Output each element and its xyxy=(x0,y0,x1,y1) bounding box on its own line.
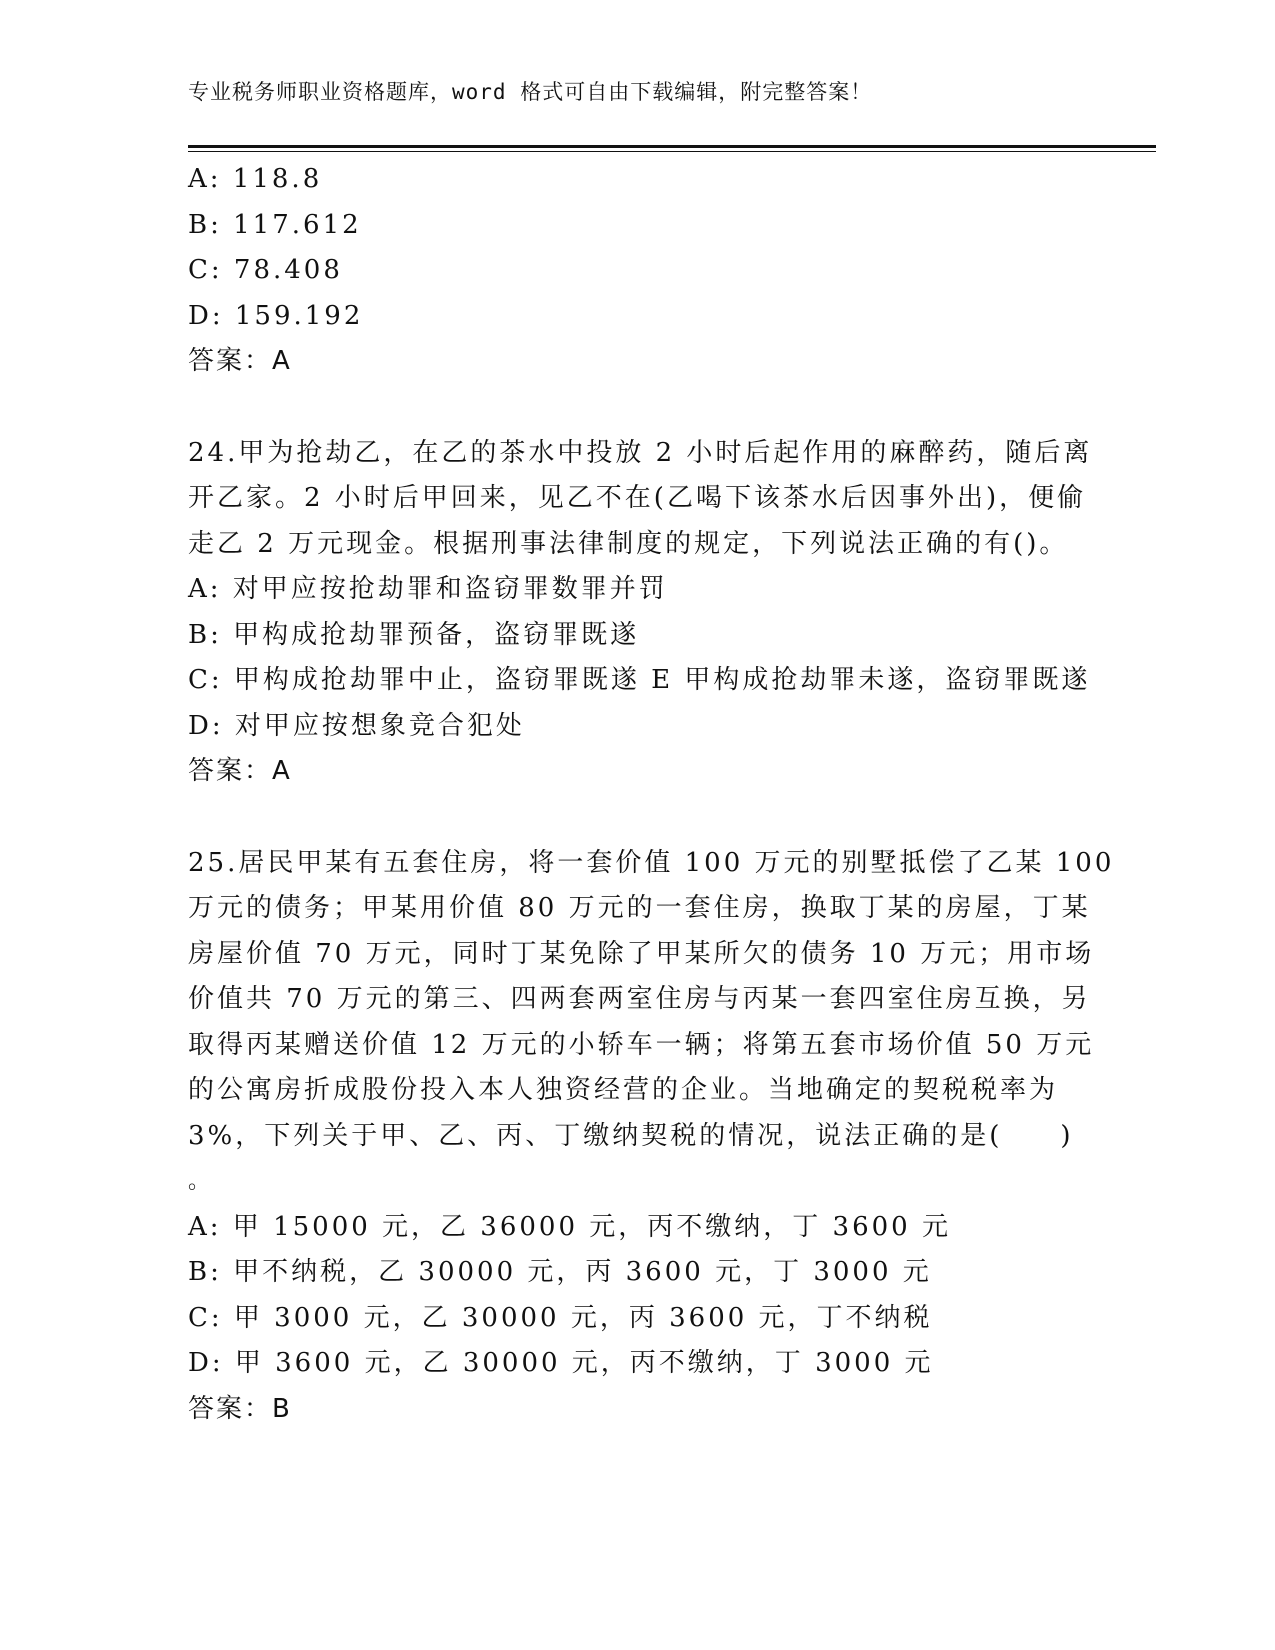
option-c: C: 78.408 xyxy=(188,255,343,285)
answer: 答案：A xyxy=(188,346,292,376)
question-24 xyxy=(188,431,1093,795)
option-c: C: 甲 3000 元，乙 30000 元，丙 3600 元，丁不纳税 xyxy=(188,1302,933,1333)
header-rule-thick xyxy=(188,145,1156,148)
question-stem-line: 。 xyxy=(188,1169,214,1194)
question-stem-line: 取得丙某赠送价值 12 万元的小轿车一辆；将第五套市场价值 50 万元 xyxy=(188,1029,1095,1060)
option-a: A: 甲 15000 元，乙 36000 元，丙不缴纳，丁 3600 元 xyxy=(188,1211,951,1242)
option-c: C: 甲构成抢劫罪中止，盗窃罪既遂 E 甲构成抢劫罪未遂，盗窃罪既遂 xyxy=(188,665,1091,695)
spacer xyxy=(188,795,1088,841)
option-b: B: 甲不纳税，乙 30000 元，丙 3600 元，丁 3000 元 xyxy=(188,1257,932,1287)
page-header: 专业税务师职业资格题库，word 格式可自由下载编辑，附完整答案！ xyxy=(188,80,873,104)
option-a: A: 118.8 xyxy=(188,164,323,194)
question-stem-line: 走乙 2 万元现金。根据刑事法律制度的规定，下列说法正确的有()。 xyxy=(188,528,1069,559)
question-stem-line: 价值共 70 万元的第三、四两套两室住房与丙某一套四室住房互换，另 xyxy=(188,984,1091,1014)
option-d: D: 159.192 xyxy=(188,300,364,331)
option-d: D: 甲 3600 元，乙 30000 元，丙不缴纳，丁 3000 元 xyxy=(188,1348,934,1378)
answer: 答案：A xyxy=(188,756,292,786)
question-stem-line: 万元的债务；甲某用价值 80 万元的一套住房，换取丁某的房屋，丁某 xyxy=(188,893,1091,923)
question-stem-line: 3%，下列关于甲、乙、丙、丁缴纳契税的情况，说法正确的是( ) xyxy=(188,1120,1074,1151)
answer: 答案：B xyxy=(188,1393,292,1424)
question-stem-line: 房屋价值 70 万元，同时丁某免除了甲某所欠的债务 10 万元；用市场 xyxy=(188,938,1095,969)
option-b: B: 甲构成抢劫罪预备，盗窃罪既遂 xyxy=(188,619,640,650)
spacer xyxy=(188,385,1088,431)
question-23 xyxy=(188,157,1088,385)
option-b: B: 117.612 xyxy=(188,209,362,240)
question-stem-line: 的公寓房折成股份投入本人独资经营的企业。当地确定的契税税率为 xyxy=(188,1075,1059,1105)
question-25 xyxy=(188,841,1115,1433)
question-stem-line: 24.甲为抢劫乙，在乙的茶水中投放 2 小时后起作用的麻醉药，随后离 xyxy=(188,437,1093,468)
question-stem-line: 开乙家。2 小时后甲回来，见乙不在(乙喝下该茶水后因事外出)，便偷 xyxy=(188,483,1087,513)
option-d: D: 对甲应按想象竞合犯处 xyxy=(188,710,525,741)
question-stem-line: 25.居民甲某有五套住房，将一套价值 100 万元的别墅抵偿了乙某 100 xyxy=(188,847,1115,878)
document-body xyxy=(188,157,1115,1432)
header-rule-thin xyxy=(188,151,1156,152)
option-a: A: 对甲应按抢劫罪和盗窃罪数罪并罚 xyxy=(188,574,668,604)
